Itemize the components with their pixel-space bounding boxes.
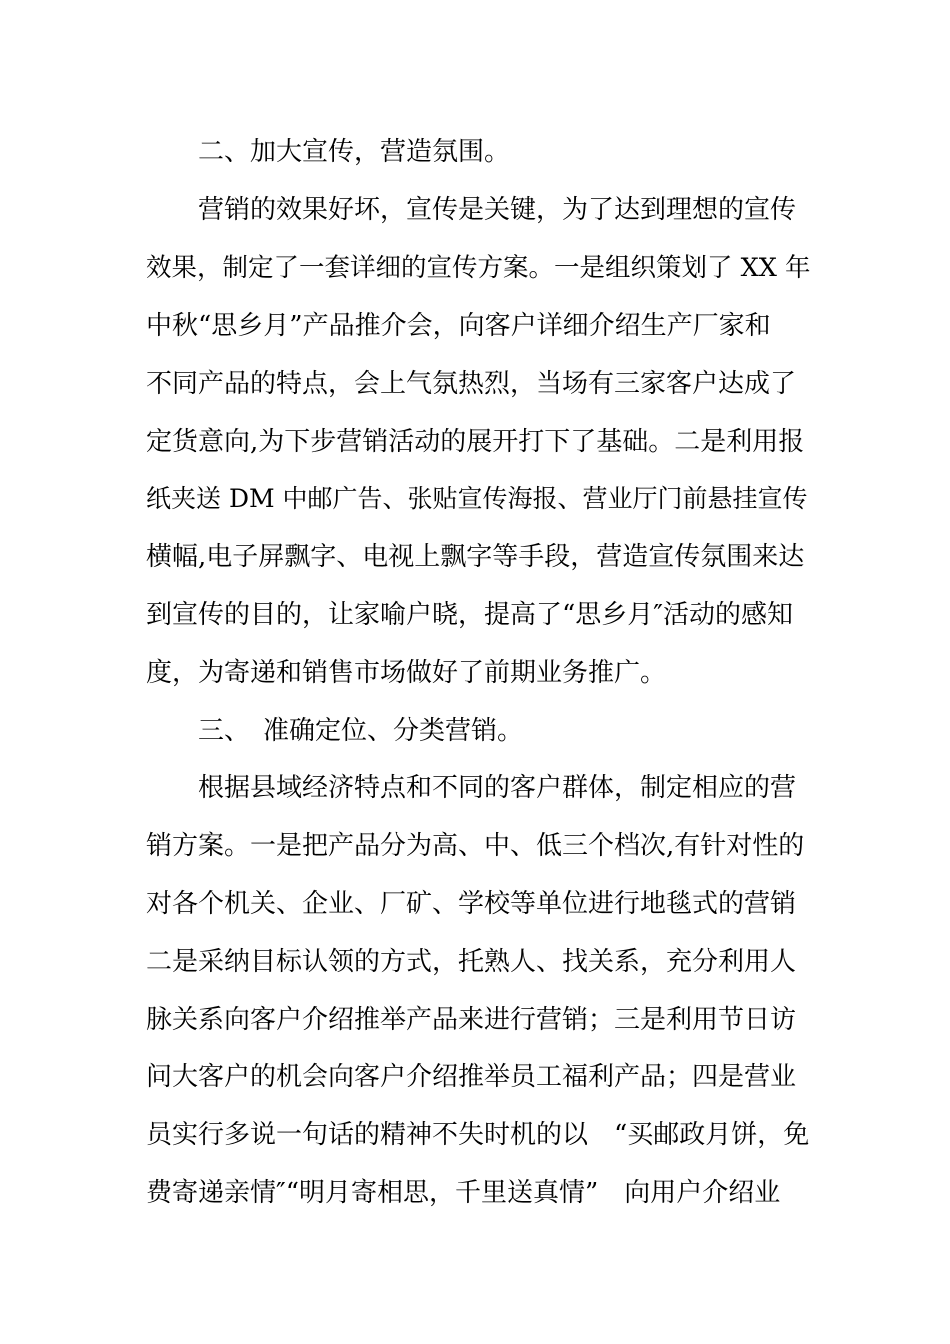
paragraph-line: 效果，制定了一套详细的宣传方案。一是组织策划了 XX 年 (146, 253, 811, 283)
paragraph-line: 度，为寄递和销售市场做好了前期业务推广。 (146, 658, 667, 688)
paragraph-line: 费寄递亲情″“明月寄相思，千里送真情” 向用户介绍业 (146, 1178, 781, 1208)
paragraph-line: 营销的效果好坏，宣传是关键，为了达到理想的宣传 (146, 195, 797, 225)
paragraph-line: 对各个机关、企业、厂矿、学校等单位进行地毯式的营销 (146, 889, 797, 919)
paragraph-line: 根据县域经济特点和不同的客户群体，制定相应的营 (146, 773, 797, 803)
heading-section-two: 二、加大宣传，营造氛围。 (146, 137, 511, 167)
heading-section-three: 三、 准确定位、分类营销。 (146, 716, 524, 746)
paragraph-line: 到宣传的目的，让家喻户晓，提高了“思乡月″活动的感知 (146, 600, 794, 630)
paragraph-line: 中秋“思乡月”产品推介会，向客户详细介绍生产厂家和 (146, 311, 771, 341)
paragraph-line: 销方案。一是把产品分为高、中、低三个档次,有针对性的 (146, 831, 805, 861)
paragraph-line: 横幅,电子屏飘字、电视上飘字等手段，营造宣传氛围来达 (146, 542, 805, 572)
paragraph-line: 定货意向,为下步营销活动的展开打下了基础。二是利用报 (146, 427, 805, 457)
paragraph-line: 脉关系向客户介绍推举产品来进行营销；三是利用节日访 (146, 1005, 797, 1035)
paragraph-line: 员实行多说一句话的精神不失时机的以 “买邮政月饼，免 (146, 1120, 810, 1150)
paragraph-line: 问大客户的机会向客户介绍推举员工福利产品；四是营业 (146, 1062, 797, 1092)
paragraph-line: 不同产品的特点，会上气氛热烈，当场有三家客户达成了 (146, 369, 797, 399)
paragraph-line: 二是采纳目标认领的方式，托熟人、找关系，充分利用人 (146, 947, 797, 977)
paragraph-line: 纸夹送 DM 中邮广告、张贴宣传海报、营业厅门前悬挂宣传 (146, 484, 808, 513)
